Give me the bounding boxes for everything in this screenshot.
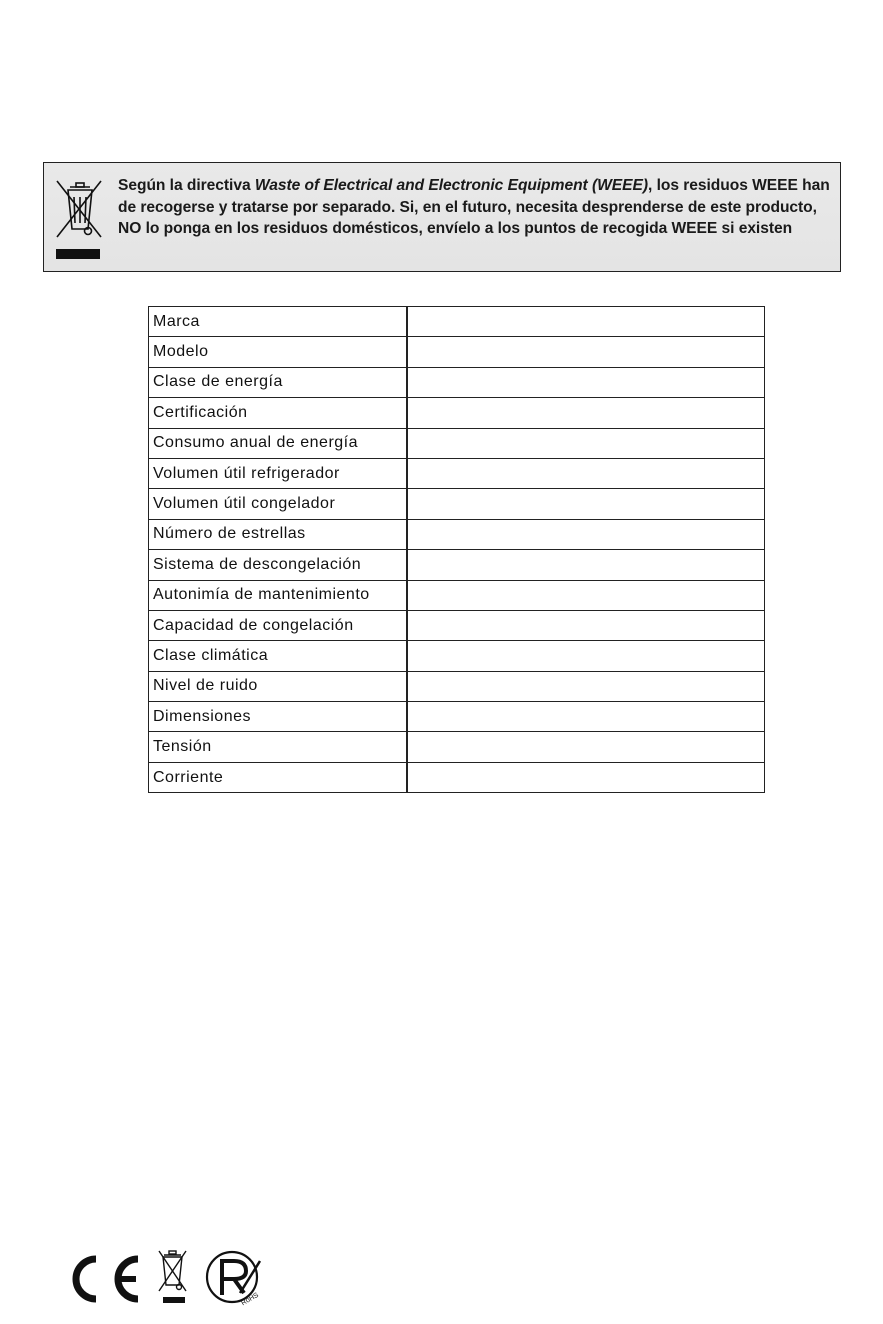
spec-value xyxy=(407,610,765,640)
table-row xyxy=(149,367,765,397)
spec-label: Autonimía de mantenimiento xyxy=(149,580,407,610)
spec-value xyxy=(407,307,765,337)
table-row xyxy=(149,428,765,458)
weee-text-part2: , los residuos WEEE han de recogerse y tratarse por separado. Si, en el futuro, necesita desprenderse de este producto, NO lo ponga en los residuos domésticos, envíelo a los puntos de recogida WEEE si existen xyxy=(118,177,830,237)
table-row xyxy=(149,762,765,792)
table-row xyxy=(149,337,765,367)
spec-value xyxy=(407,519,765,549)
spec-label: Capacidad de congelación xyxy=(149,610,407,640)
table-row xyxy=(149,671,765,701)
weee-bin-icon xyxy=(159,1251,186,1303)
table-row xyxy=(149,732,765,762)
table-row xyxy=(149,489,765,519)
spec-label: Volumen útil congelador xyxy=(149,489,407,519)
spec-label: Marca xyxy=(149,307,407,337)
spec-value xyxy=(407,702,765,732)
ce-mark-icon xyxy=(76,1259,138,1299)
weee-notice xyxy=(43,162,841,272)
spec-value xyxy=(407,489,765,519)
table-row xyxy=(149,550,765,580)
rohs-label: RoHS xyxy=(240,1291,260,1307)
spec-value xyxy=(407,458,765,488)
spec-value xyxy=(407,641,765,671)
spec-value xyxy=(407,550,765,580)
table-row xyxy=(149,398,765,428)
table-row xyxy=(149,519,765,549)
crossed-out-wheelie-bin-icon xyxy=(54,177,104,261)
spec-label: Modelo xyxy=(149,337,407,367)
spec-label: Nivel de ruido xyxy=(149,671,407,701)
spec-label: Tensión xyxy=(149,732,407,762)
spec-label: Clase climática xyxy=(149,641,407,671)
table-row xyxy=(149,458,765,488)
certification-marks xyxy=(70,1247,270,1307)
spec-value xyxy=(407,671,765,701)
spec-label: Certificación xyxy=(149,398,407,428)
specification-table-body xyxy=(149,307,765,793)
spec-label: Dimensiones xyxy=(149,702,407,732)
table-row xyxy=(149,610,765,640)
table-row xyxy=(149,580,765,610)
weee-text-part1: Según la directiva xyxy=(118,177,255,194)
spec-value xyxy=(407,762,765,792)
weee-notice-text xyxy=(118,175,840,240)
spec-label: Número de estrellas xyxy=(149,519,407,549)
spec-value xyxy=(407,732,765,762)
spec-label: Sistema de descongelación xyxy=(149,550,407,580)
spec-label: Consumo anual de energía xyxy=(149,428,407,458)
spec-value xyxy=(407,580,765,610)
spec-value xyxy=(407,428,765,458)
table-row xyxy=(149,307,765,337)
specification-table xyxy=(148,306,765,793)
spec-label: Volumen útil refrigerador xyxy=(149,458,407,488)
spec-value xyxy=(407,337,765,367)
spec-label: Clase de energía xyxy=(149,367,407,397)
spec-value xyxy=(407,398,765,428)
table-row xyxy=(149,641,765,671)
weee-text-directive: Waste of Electrical and Electronic Equipment (WEEE) xyxy=(254,177,648,194)
rohs-icon xyxy=(207,1252,260,1307)
spec-value xyxy=(407,367,765,397)
spec-label: Corriente xyxy=(149,762,407,792)
table-row xyxy=(149,702,765,732)
